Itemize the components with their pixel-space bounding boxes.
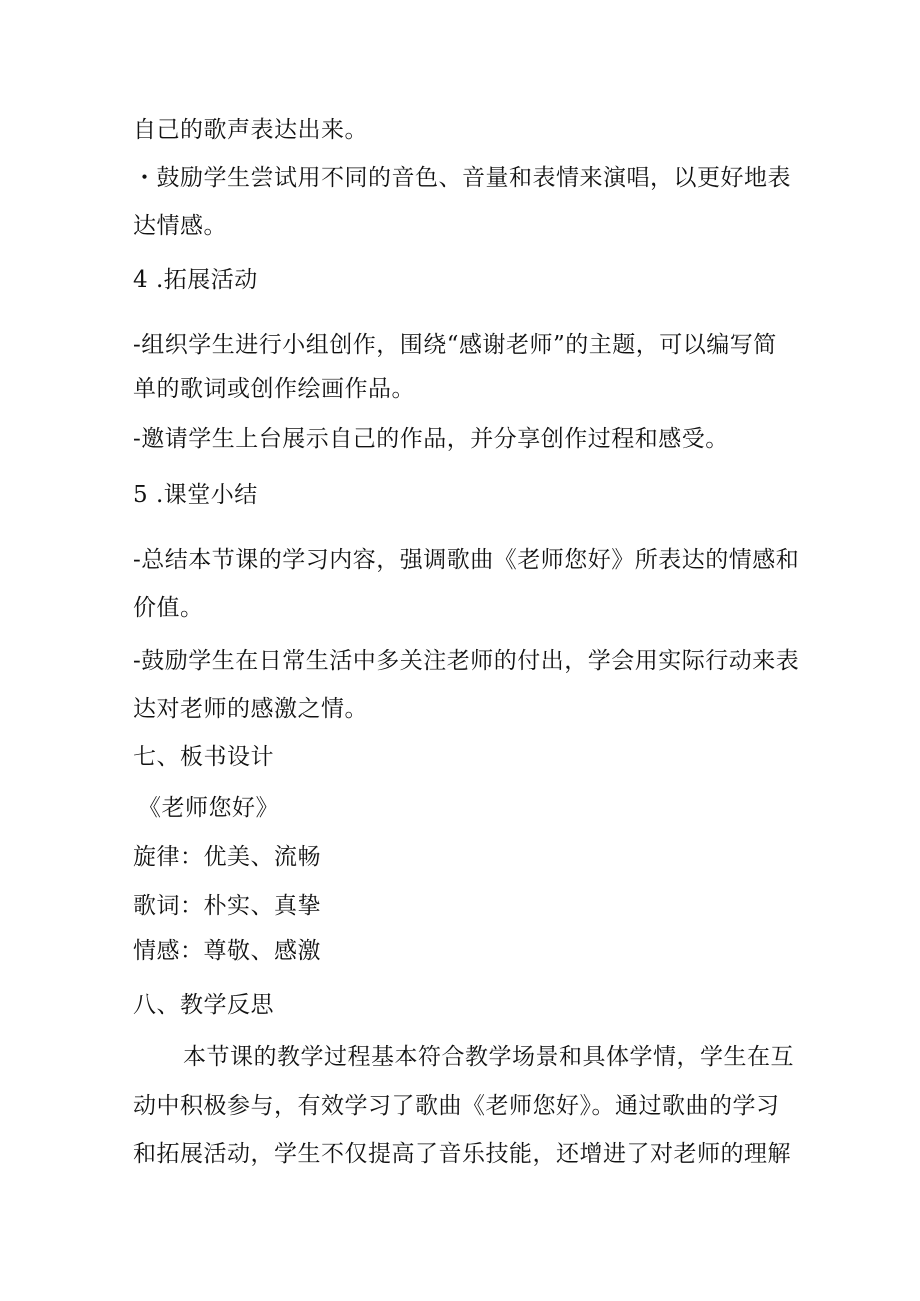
text-line: 达情感。	[133, 213, 227, 239]
board-title: 《老师您好》	[138, 795, 279, 821]
board-item: 旋律：优美、流畅	[133, 844, 321, 870]
list-item: -总结本节课的学习内容，强调歌曲《老师您好》所表达的情感和	[133, 547, 800, 573]
section-heading: 4 .拓展活动	[133, 267, 258, 293]
board-item: 情感：尊敬、感激	[133, 938, 321, 964]
paragraph-line: 本节课的教学过程基本符合教学场景和具体学情，学生在互	[183, 1044, 794, 1070]
paragraph-line: 和拓展活动，学生不仅提高了音乐技能，还增进了对老师的理解	[133, 1141, 791, 1167]
list-item: -邀请学生上台展示自己的作品，并分享创作过程和感受。	[133, 426, 729, 452]
text-line: 单的歌词或创作绘画作品。	[133, 376, 415, 402]
section-heading: 八、教学反思	[133, 992, 274, 1018]
text-line: 价值。	[133, 595, 204, 621]
text-line: 达对老师的感激之情。	[133, 696, 368, 722]
text-line: 自己的歌声表达出来。	[133, 117, 368, 143]
bullet-item: ・鼓励学生尝试用不同的音色、音量和表情来演唱，以更好地表	[133, 165, 791, 191]
section-heading: 5 .课堂小结	[133, 482, 258, 508]
section-heading: 七、板书设计	[133, 744, 274, 770]
paragraph-line: 动中积极参与，有效学习了歌曲《老师您好》。通过歌曲的学习	[133, 1093, 780, 1119]
board-item: 歌词：朴实、真挚	[133, 893, 321, 919]
list-item: -鼓励学生在日常生活中多关注老师的付出，学会用实际行动来表	[133, 648, 800, 674]
list-item: -组织学生进行小组创作，围绕“感谢老师”的主题，可以编写简	[133, 332, 777, 358]
